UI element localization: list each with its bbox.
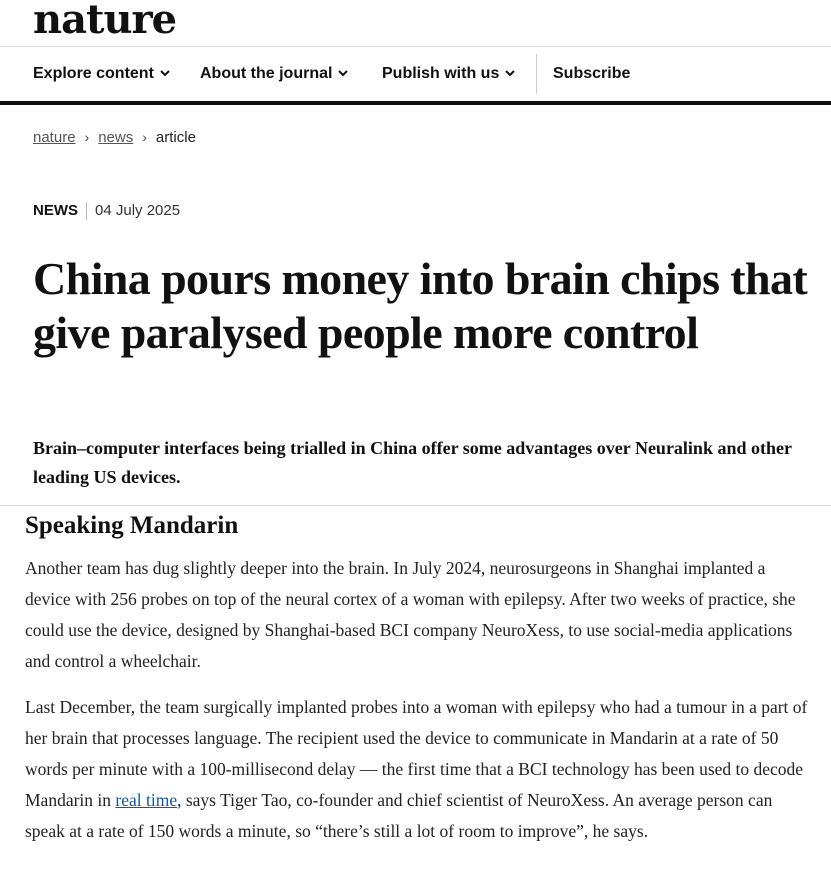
subscribe-link[interactable]: Subscribe	[553, 65, 631, 82]
breadcrumb-article: article	[155, 129, 196, 146]
paragraph-2-text-start: Last December, the team surgically implanted probes into a woman with epilepsy who had a tumour in a part of her brain that processes language. The recipient used the device to communicate in Mandarin at a rate of 50 words per minute with a 100-millisecond delay — the first time that a BCI technology has been used to decode Mandarin in	[25, 697, 808, 810]
real-time-link[interactable]: real time	[115, 790, 178, 810]
breadcrumb-separator: ›	[84, 129, 90, 145]
nav-divider	[0, 101, 831, 105]
breadcrumb	[33, 129, 196, 146]
content-divider	[0, 505, 831, 506]
article-standfirst: Brain–computer interfaces being trialled in China offer some advantages over Neuralink and other leading US devices.	[33, 438, 792, 487]
article-title: China pours money into brain chips that give paralysed people more control	[33, 253, 808, 358]
explore-content-label: Explore content	[33, 65, 154, 82]
chevron-down-icon	[338, 70, 348, 77]
article-paragraph-2	[25, 692, 815, 847]
section-heading: Speaking Mandarin	[25, 512, 239, 539]
explore-content-menu[interactable]	[33, 65, 170, 83]
chevron-down-icon	[505, 70, 515, 77]
chevron-down-icon	[160, 70, 170, 77]
main-nav	[0, 50, 831, 100]
breadcrumb-news[interactable]: news	[98, 129, 134, 146]
about-journal-label: About the journal	[200, 65, 333, 82]
about-journal-menu[interactable]	[200, 65, 348, 83]
article-meta	[33, 202, 180, 220]
nature-logo[interactable]: nature	[33, 0, 177, 43]
publish-with-us-label: Publish with us	[382, 65, 500, 82]
meta-divider	[86, 202, 87, 220]
article-date: 04 July 2025	[95, 202, 181, 219]
breadcrumb-separator: ›	[142, 129, 147, 145]
header-divider	[0, 46, 831, 47]
article-paragraph-1: Another team has dug slightly deeper into the brain. In July 2024, neurosurgeons in Shanghai implanted a device with 256 probes on top of the neural cortex of a woman with epilepsy. After two weeks of practice, she could use the device, designed by Shanghai-based BCI company NeuroXess, to use social-media applications and control a wheelchair.	[25, 558, 796, 671]
breadcrumb-nature[interactable]: nature	[33, 129, 76, 146]
paragraph-2-text-end: , says Tiger Tao, co-founder and chief scientist of NeuroXess. An average person can speak at a rate of 150 words a minute, so “there’s still a lot of room to improve”, he says.	[25, 790, 773, 841]
publish-with-us-menu[interactable]	[382, 65, 515, 83]
article-type: NEWS	[33, 202, 78, 219]
nav-separator	[536, 54, 537, 94]
